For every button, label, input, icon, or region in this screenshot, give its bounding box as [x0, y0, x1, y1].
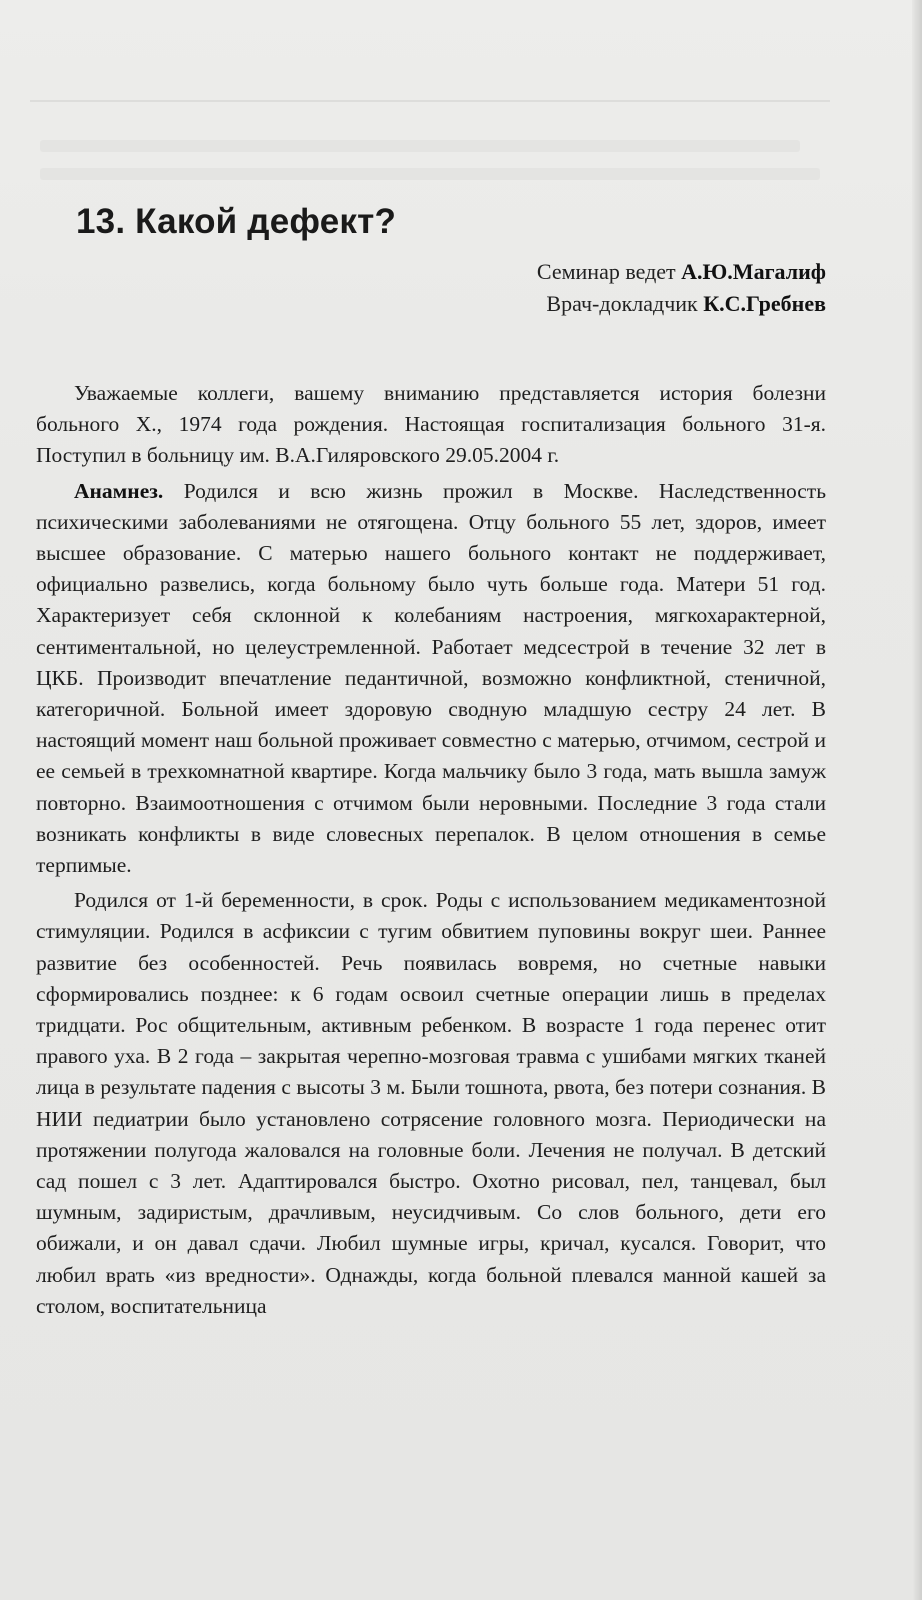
anamnesis-text: Родился и всю жизнь прожил в Москве. Наследственность психическими заболеваниями не отягощена. Отцу больного 55 лет, здоров, имеет высшее образование. С матерью нашего больного контакт не поддерживает, официально развелись, когда больному было чуть больше года. Матери 51 год. Характеризует себя склонной к колебаниям настроения, мягкохарактерной, сентиментальной, но целеустремленной. Работает медсестрой в течение 32 лет в ЦКБ. Производит впечатление педантичной, возможно конфликтной, стеничной, категоричной. Больной имеет здоровую сводную младшую сестру 24 лет. В настоящий момент наш больной проживает совместно с матерью, отчимом, сестрой и ее семьей в трехкомнатной квартире. Когда мальчику было 3 года, мать вышла замуж повторно. Взаимоотношения с отчимом были неровными. Последние 3 года стали возникать конфликты в виде словесных перепалок. В целом отношения в семье терпимые.: [36, 478, 826, 878]
anamnesis-heading: Анамнез.: [74, 478, 164, 503]
birth-history-paragraph: Родился от 1-й беременности, в срок. Роды с использованием медикаментозной стимуляции. Родился в асфиксии с тугим обвитием пуповины вокруг шеи. Раннее развитие без особенностей. Речь появилась вовремя, но счетные навыки сформировались позднее: к 6 годам освоил счетные операции лишь в пределах тридцати. Рос общительным, активным ребенком. В возрасте 1 года перенес отит правого уха. В 2 года – закрытая черепно-мозговая травма с ушибами мягких тканей лица в результате падения с высоты 3 м. Были тошнота, рвота, без потери сознания. В НИИ педиатрии было установлено сотрясение головного мозга. Периодически на протяжении полугода жаловался на головные боли. Лечения не получал. В детский сад пошел с 3 лет. Адаптировался быстро. Охотно рисовал, пел, танцевал, был шумным, задиристым, драчливым, неусидчивым. Со слов больного, дети его обижали, и он давал сдачи. Любил шумные игры, кричал, кусался. Говорит, что любил врать «из вредности». Однажды, когда больной плевался манной кашей за столом, воспитательница: [36, 888, 826, 1318]
reporting-doctor-line: [537, 288, 826, 320]
seminar-leader-label: Семинар ведет: [536, 259, 682, 284]
seminar-leader-line: [537, 256, 826, 288]
page-edge-shadow: [912, 0, 922, 1600]
bleed-through-rule: [30, 100, 830, 102]
reporting-doctor-name: К.С.Гребнев: [703, 291, 826, 316]
bleed-through-line: [40, 140, 800, 152]
intro-paragraph: Уважаемые коллеги, вашему вниманию представляется история болезни больного Х., 1974 года рождения. Настоящая госпитализация больного 31-я. Поступил в больницу им. В.А.Гиляровского 29.05.2004 г.: [36, 381, 826, 468]
bleed-through-line: [40, 168, 820, 180]
article-body: [36, 378, 826, 1322]
seminar-leader-name: А.Ю.Магалиф: [681, 259, 826, 284]
anamnesis-paragraph: [36, 476, 826, 882]
chapter-title: 13. Какой дефект?: [76, 202, 397, 241]
byline: [537, 256, 826, 320]
reporting-doctor-label: Врач-докладчик: [546, 291, 704, 316]
